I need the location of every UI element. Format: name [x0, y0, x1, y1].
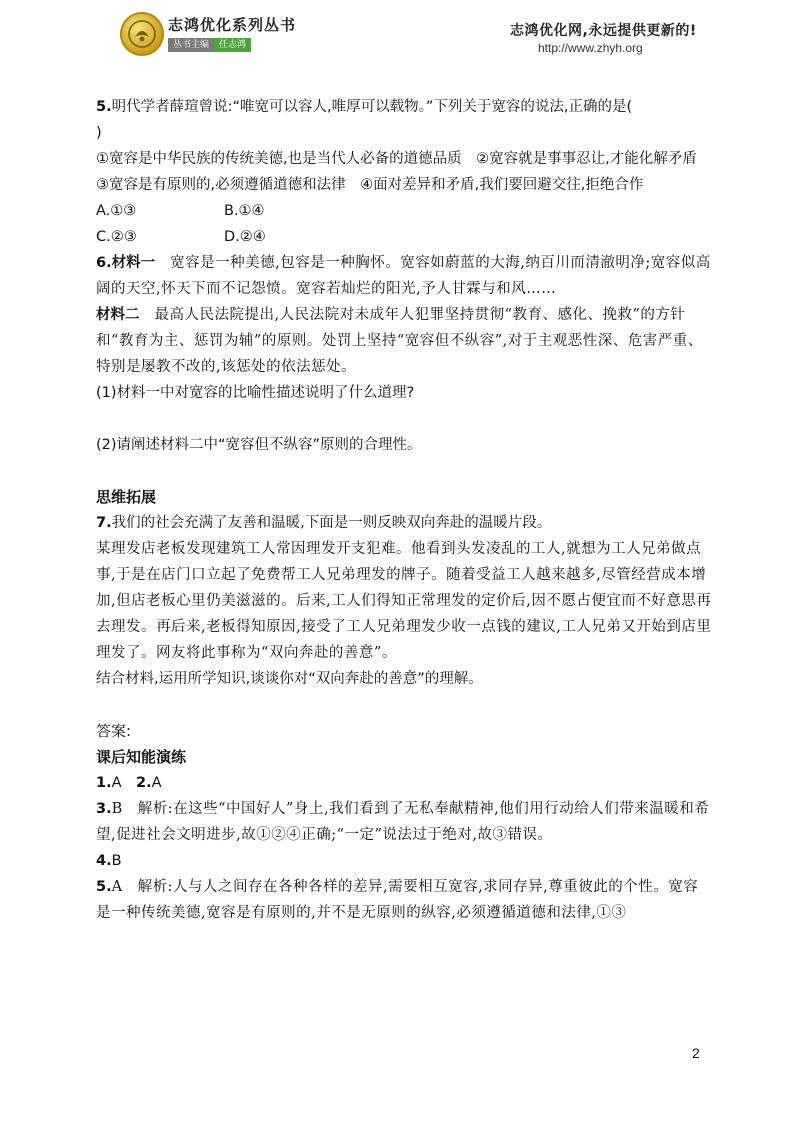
question-7-stem: 7.我们的社会充满了友善和温暖,下面是一则反映双向奔赴的温暖片段。 — [96, 515, 552, 531]
option-a: A.①③ — [96, 203, 137, 219]
question-6-material-2: 材料二 最高人民法院提出,人民法院对未成年人犯罪坚持贯彻“教育、感化、挽救”的方针和“教育为主、惩罚为辅”的原则。处罚上坚持“宽容但不纵容”,对于主观恶性深、危害严重、特别是屡教不改的,该惩处的依法惩处。 — [96, 307, 703, 375]
answer-1-2: 1.A 2.A — [96, 775, 162, 791]
editor-name: 任志鸿 — [214, 38, 251, 52]
answer-5: 5.A 解析:人与人之间存在各种各样的差异,需要相互宽容,求同存异,尊重彼此的个性。宽容是一种传统美德,宽容是有原则的,并不是无原则的纵容,必须遵循道德和法律,①③ — [96, 879, 699, 921]
question-6-sub-1: (1)材料一中对宽容的比喻性描述说明了什么道理? — [96, 385, 415, 401]
question-number: 5. — [96, 99, 112, 115]
options-row-1 — [96, 198, 712, 224]
series-logo — [120, 12, 164, 56]
page-header — [0, 0, 800, 70]
answers-section-title: 课后知能演练 — [96, 748, 187, 766]
site-url: http://www.zhyh.org — [538, 41, 643, 55]
logo-emblem-icon — [127, 19, 157, 49]
question-number: 6. — [96, 255, 112, 271]
editor-tags — [168, 38, 251, 52]
option-b: B.①④ — [224, 203, 265, 219]
editor-label: 丛书主编 — [168, 38, 214, 52]
question-6-sub-2: (2)请阐述材料二中“宽容但不纵容”原则的合理性。 — [96, 437, 422, 453]
answers-label: 答案: — [96, 722, 132, 740]
answer-4: 4.B — [96, 853, 122, 869]
site-slogan: 志鸿优化网,永远提供更新的! — [510, 23, 697, 39]
document-body — [96, 94, 712, 926]
question-5-statements: ①宽容是中华民族的传统美德,也是当代人必备的道德品质 ②宽容就是事事忍让,才能化解矛盾 ③宽容是有原则的,必须遵循道德和法律 ④面对差异和矛盾,我们要回避交往,拒绝合作 — [96, 151, 712, 193]
question-7-material: 某理发店老板发现建筑工人常因理发开支犯难。他看到头发凌乱的工人,就想为工人兄弟做点事,于是在店门口立起了免费帮工人兄弟理发的牌子。随着受益工人越来越多,尽管经营成本增加,但店老板心里仍美滋滋的。后来,工人们得知正常理发的定价后,因不愿占便宜而不好意思再去理发。再后来,老板得知原因,接受了工人兄弟理发少收一点钱的建议,工人兄弟又开始到店里理发了。网友将此事称为“双向奔赴的善意”。 — [96, 541, 712, 661]
answer-3: 3.B 解析:在这些“中国好人”身上,我们看到了无私奉献精神,他们用行动给人们带来温暖和希望,促进社会文明进步,故①②④正确;“一定”说法过于绝对,故③错误。 — [96, 801, 710, 843]
question-number: 7. — [96, 515, 112, 531]
series-title: 志鸿优化系列丛书 — [168, 16, 297, 34]
material-label: 材料二 — [96, 307, 140, 323]
material-label: 材料一 — [111, 255, 156, 271]
page-number: 2 — [692, 1045, 700, 1061]
option-d: D.②④ — [224, 229, 266, 245]
section-heading-thinking: 思维拓展 — [96, 488, 157, 506]
options-row-2 — [96, 224, 712, 250]
question-6-material-1: 6.材料一 宽容是一种美德,包容是一种胸怀。宽容如蔚蓝的大海,纳百川而清澈明净;宽容似高阔的天空,怀天下而不记怨愤。宽容若灿烂的阳光,予人甘霖与和风…… — [96, 255, 711, 297]
question-7-question: 结合材料,运用所学知识,谈谈你对“双向奔赴的善意”的理解。 — [96, 671, 483, 687]
question-5-stem: 5.明代学者薛瑄曾说:“唯宽可以容人,唯厚可以载物。”下列关于宽容的说法,正确的是( ) — [96, 99, 633, 141]
option-c: C.②③ — [96, 229, 137, 245]
